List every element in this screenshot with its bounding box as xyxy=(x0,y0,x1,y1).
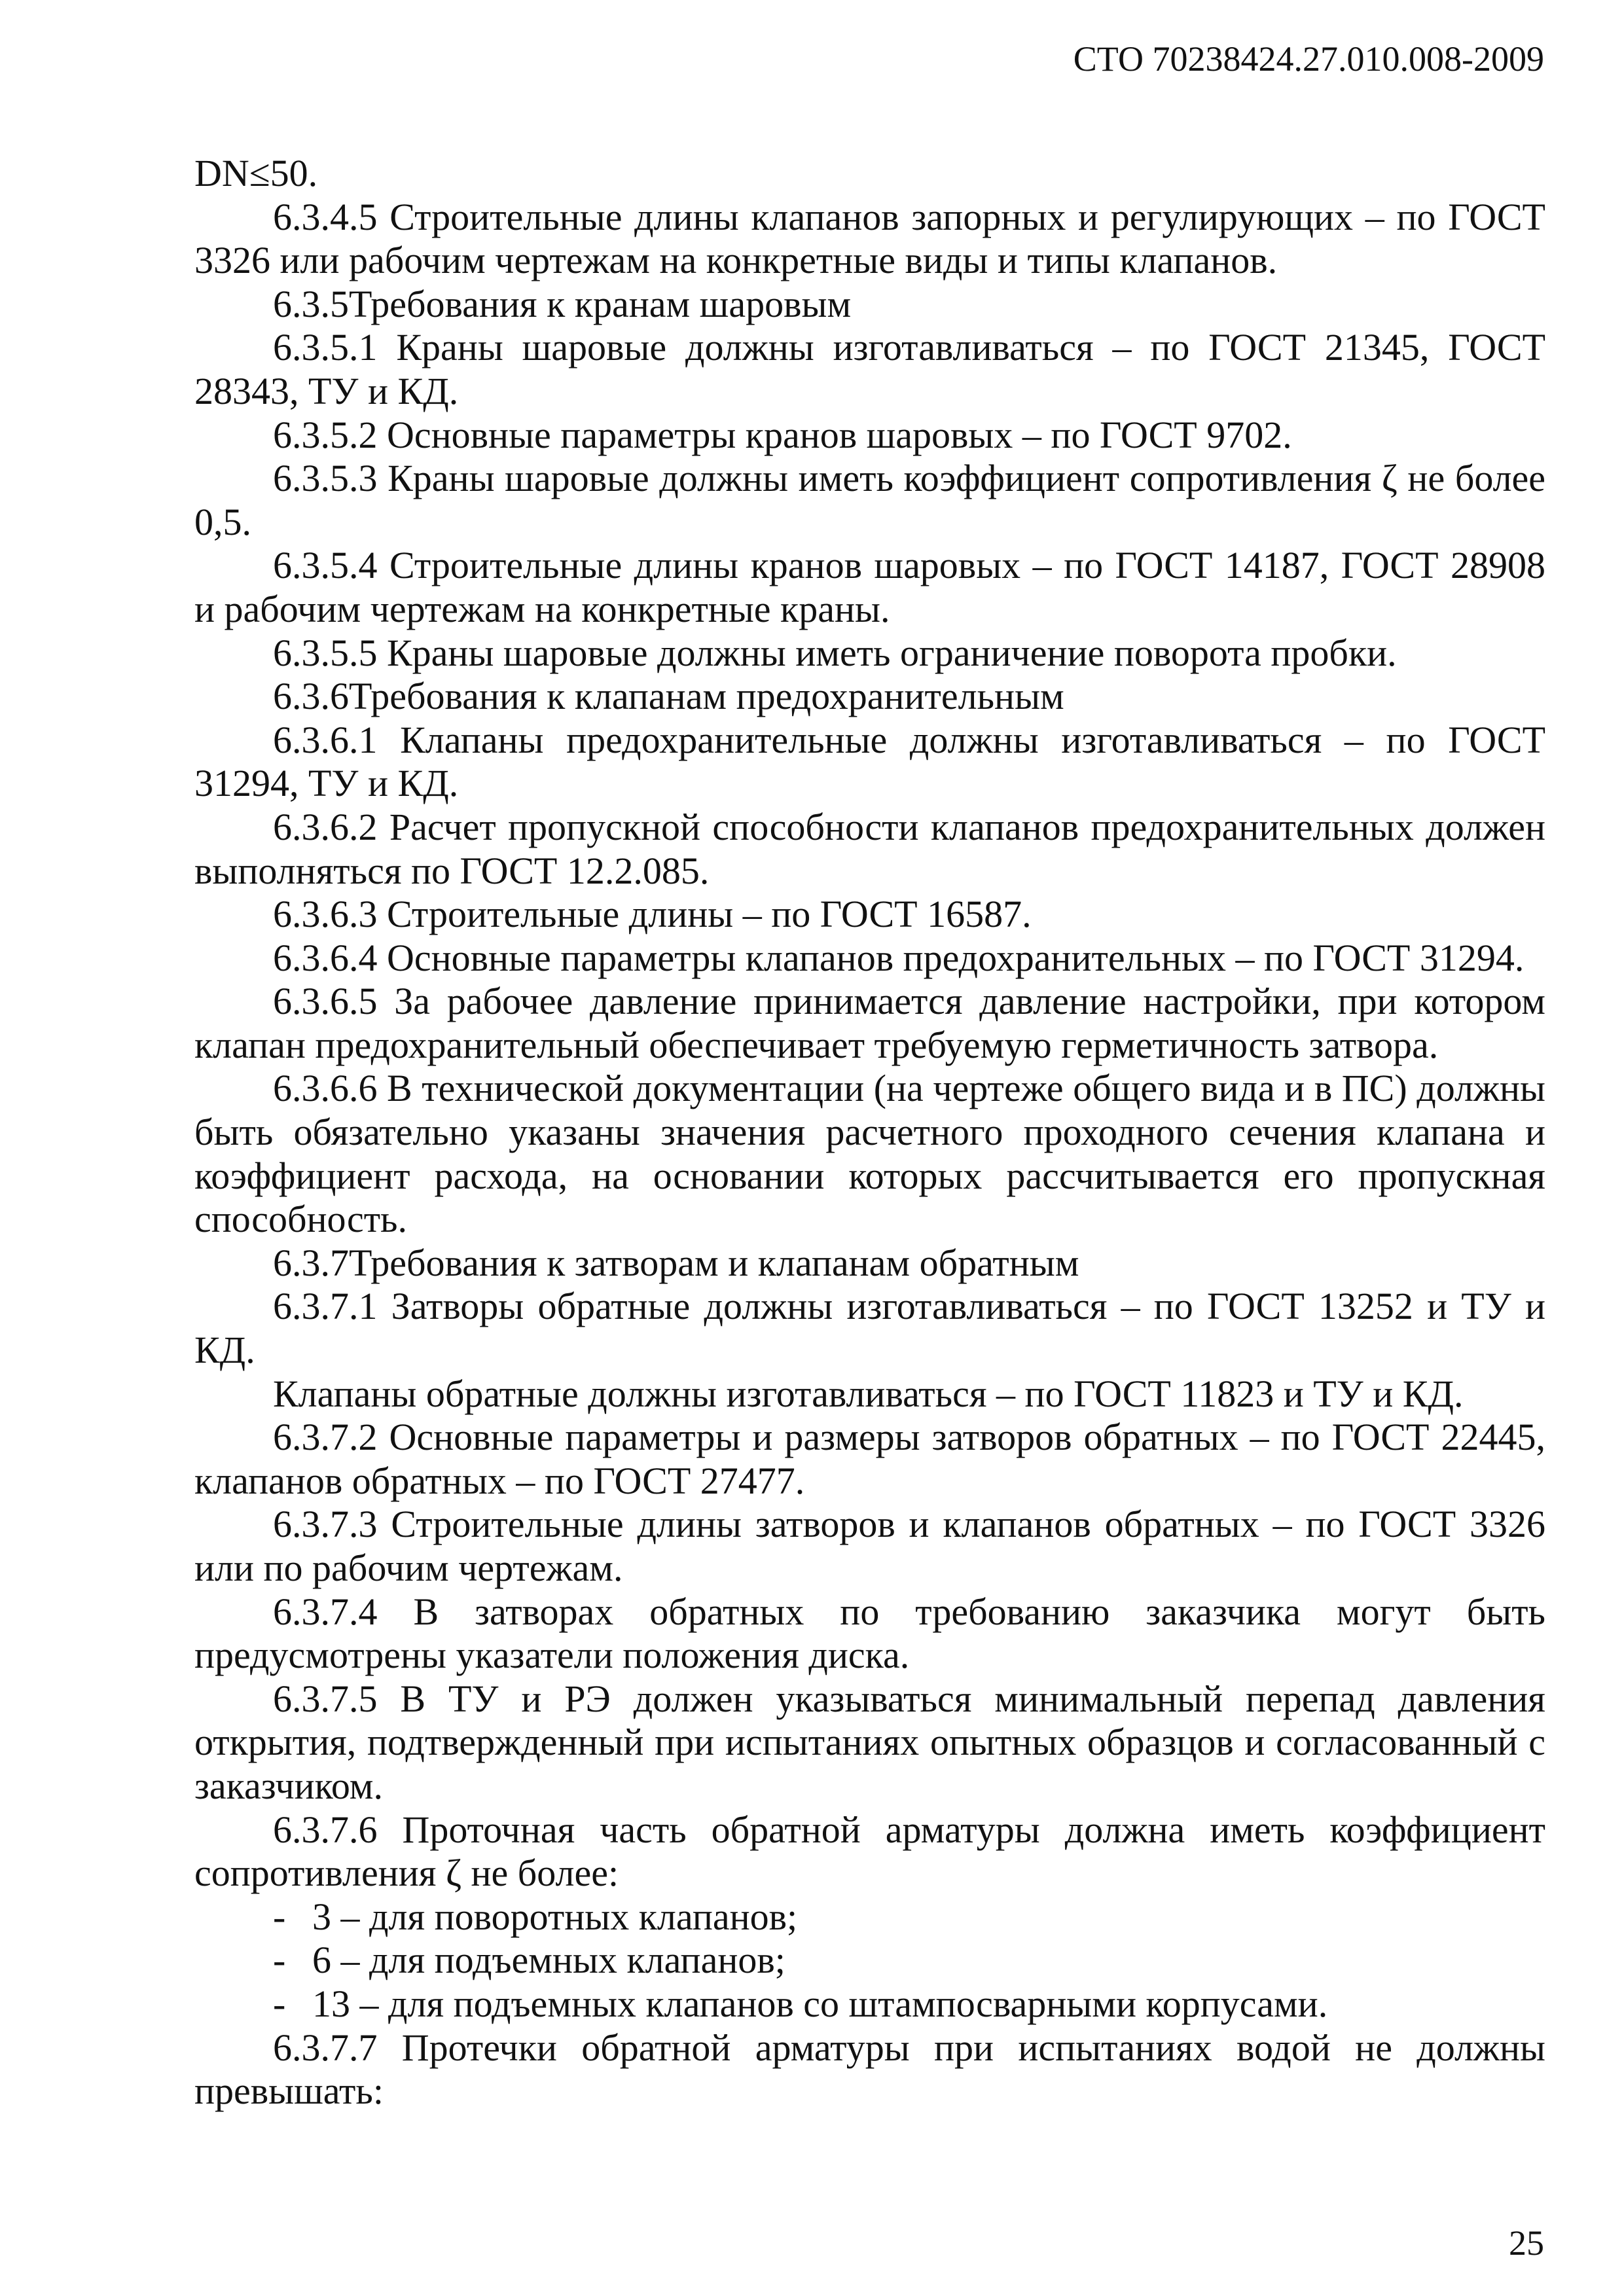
list-item xyxy=(194,1939,1545,1982)
paragraph-continuation: DN≤50. xyxy=(194,152,318,194)
list-item-text: 3 – для поворотных клапанов; xyxy=(312,1895,798,1938)
clause-6-3-6-4: 6.3.6.4 Основные параметры клапанов предохранительных – по ГОСТ 31294. xyxy=(273,936,1525,979)
clause-6-3-7-1-continued: Клапаны обратные должны изготавливаться – по ГОСТ 11823 и ТУ и КД. xyxy=(273,1372,1464,1415)
document-code-header: СТО 70238424.27.010.008-2009 xyxy=(1073,39,1544,79)
clause-6-3-5-4: 6.3.5.4 Строительные длины кранов шаровых – по ГОСТ 14187, ГОСТ 28908 и рабочим чертежам на конкретные краны. xyxy=(194,544,1545,630)
page-number: 25 xyxy=(1509,2223,1544,2263)
list-item xyxy=(194,1982,1545,2026)
clause-6-3-6-1: 6.3.6.1 Клапаны предохранительные должны изготавливаться – по ГОСТ 31294, ТУ и КД. xyxy=(194,718,1545,805)
list-dash-marker: - xyxy=(273,1939,286,1982)
clause-6-3-7-1: 6.3.7.1 Затворы обратные должны изготавливаться – по ГОСТ 13252 и ТУ и КД. xyxy=(194,1285,1545,1372)
clause-6-3-6-6: 6.3.6.6 В технической документации (на чертеже общего вида и в ПС) должны быть обязательно указаны значения расчетного проходного сечения клапана и коэффициент расхода, на основании которых рассчитывается его пропускная способность. xyxy=(194,1067,1545,1241)
section-heading-6-3-5: 6.3.5Требования к кранам шаровым xyxy=(273,282,852,325)
section-heading-6-3-7: 6.3.7Требования к затворам и клапанам обратным xyxy=(273,1241,1079,1284)
clause-6-3-7-4: 6.3.7.4 В затворах обратных по требованию заказчика могут быть предусмотрены указатели положения диска. xyxy=(194,1590,1545,1677)
list-dash-marker: - xyxy=(273,1982,286,2025)
clause-6-3-4-5: 6.3.4.5 Строительные длины клапанов запорных и регулирующих – по ГОСТ 3326 или рабочим чертежам на конкретные виды и типы клапанов. xyxy=(194,195,1545,282)
list-item xyxy=(194,1895,1545,1939)
clause-6-3-5-1: 6.3.5.1 Краны шаровые должны изготавливаться – по ГОСТ 21345, ГОСТ 28343, ТУ и КД. xyxy=(194,326,1545,412)
section-heading-6-3-6: 6.3.6Требования к клапанам предохранительным xyxy=(273,675,1064,718)
clause-6-3-7-7: 6.3.7.7 Протечки обратной арматуры при испытаниях водой не должны превышать: xyxy=(194,2026,1545,2113)
list-dash-marker: - xyxy=(273,1895,286,1938)
clause-6-3-6-2: 6.3.6.2 Расчет пропускной способности клапанов предохранительных должен выполняться по ГОСТ 12.2.085. xyxy=(194,805,1545,892)
list-item-text: 13 – для подъемных клапанов со штампосварными корпусами. xyxy=(312,1982,1328,2025)
clause-6-3-5-3: 6.3.5.3 Краны шаровые должны иметь коэффициент сопротивления ζ не более 0,5. xyxy=(194,457,1545,543)
clause-6-3-5-5: 6.3.5.5 Краны шаровые должны иметь ограничение поворота пробки. xyxy=(273,631,1397,674)
clause-6-3-7-6: 6.3.7.6 Проточная часть обратной арматуры должна иметь коэффициент сопротивления ζ не более: xyxy=(194,1808,1545,1895)
clause-6-3-7-2: 6.3.7.2 Основные параметры и размеры затворов обратных – по ГОСТ 22445, клапанов обратных – по ГОСТ 27477. xyxy=(194,1416,1545,1502)
clause-6-3-5-2: 6.3.5.2 Основные параметры кранов шаровых – по ГОСТ 9702. xyxy=(273,413,1292,456)
clause-6-3-6-3: 6.3.6.3 Строительные длины – по ГОСТ 16587. xyxy=(273,893,1032,936)
resistance-coefficient-list xyxy=(194,1895,1545,2026)
list-item-text: 6 – для подъемных клапанов; xyxy=(312,1939,785,1982)
clause-6-3-7-3: 6.3.7.3 Строительные длины затворов и клапанов обратных – по ГОСТ 3326 или по рабочим чертежам. xyxy=(194,1503,1545,1589)
clause-6-3-7-5: 6.3.7.5 В ТУ и РЭ должен указываться минимальный перепад давления открытия, подтвержденный при испытаниях опытных образцов и согласованный с заказчиком. xyxy=(194,1677,1545,1807)
clause-6-3-6-5: 6.3.6.5 За рабочее давление принимается давление настройки, при котором клапан предохранительный обеспечивает требуемую герметичность затвора. xyxy=(194,980,1545,1066)
document-body xyxy=(194,152,1545,2113)
